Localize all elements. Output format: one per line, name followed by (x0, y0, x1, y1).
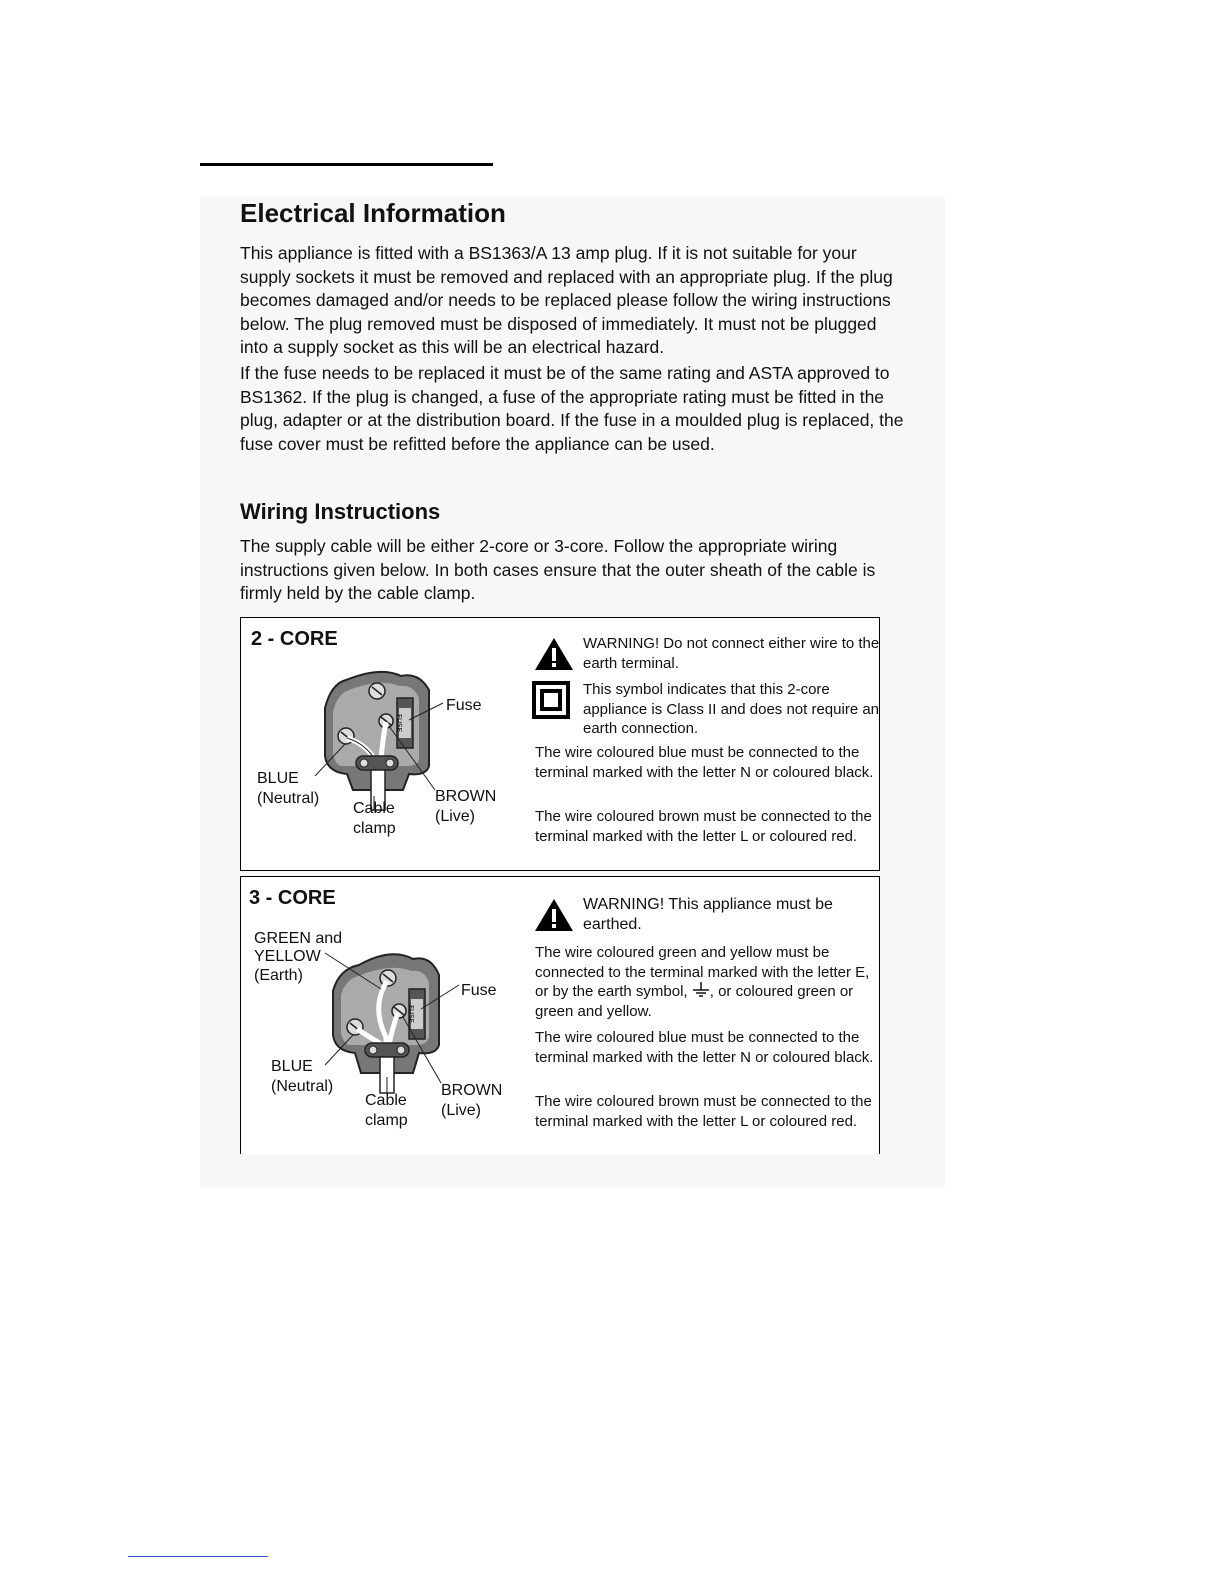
fuse-label: Fuse (446, 697, 482, 714)
page-title: Electrical Information (240, 198, 506, 228)
three-core-blue-text: The wire coloured blue must be connected to the terminal marked with the letter N or coloured black. (535, 1029, 874, 1066)
three-core-box (240, 876, 880, 1154)
earth-label: (Earth) (254, 967, 303, 984)
svg-text:FUSE: FUSE (395, 713, 403, 733)
two-core-blue-text: The wire coloured blue must be connected to the terminal marked with the letter N or coloured black. (535, 744, 874, 781)
neutral-label: (Neutral) (257, 790, 320, 807)
top-rule (200, 163, 493, 166)
warning-icon (533, 636, 575, 672)
three-core-warning: WARNING! This appliance must be earthed. (583, 896, 833, 933)
cable-label: Cable (365, 1092, 407, 1109)
neutral-label: (Neutral) (271, 1078, 334, 1095)
earth-symbol-icon (692, 982, 710, 998)
earth-terminal-icon (369, 683, 385, 699)
three-core-title: 3 - CORE (249, 887, 336, 909)
blue-label: BLUE (257, 770, 299, 787)
green-and-label: GREEN and (254, 930, 343, 947)
yellow-label: YELLOW (254, 948, 321, 965)
intro-paragraph-1: This appliance is fitted with a BS1363/A 13 amp plug. If it is not suitable for your supply sockets it must be removed and replaced with an appropriate plug. If the plug becomes damaged and/or needs to be replaced please follow the wiring instructions below. The plug removed must be disposed of immediately. It must not be plugged into a supply socket as this will be an electrical hazard. (240, 243, 893, 357)
clamp-label: clamp (365, 1112, 408, 1129)
class-ii-note: This symbol indicates that this 2-core appliance is Class II and does not require an earth connection. (583, 681, 880, 737)
wiring-title: Wiring Instructions (240, 499, 441, 524)
svg-text:FUSE: FUSE (407, 1004, 415, 1024)
cable-label: Cable (353, 800, 395, 817)
fuse-label: Fuse (461, 982, 497, 999)
brown-label: BROWN (441, 1082, 503, 1099)
two-core-brown-text: The wire coloured brown must be connected to the terminal marked with the letter L or coloured red. (535, 808, 872, 845)
three-core-green-text-b: , or coloured green or green and yellow. (535, 983, 854, 1020)
two-core-title: 2 - CORE (251, 628, 338, 650)
clamp-label: clamp (353, 820, 396, 837)
live-label: (Live) (441, 1102, 482, 1119)
three-core-green-text-a: The wire coloured green and yellow must be connected to the terminal marked with the letter E, or by the earth symbol, (535, 944, 870, 1000)
class-ii-icon (532, 681, 570, 719)
footnote-rule (128, 1556, 268, 1557)
live-label: (Live) (435, 808, 476, 825)
two-core-box (240, 617, 880, 871)
three-core-brown-text: The wire coloured brown must be connected to the terminal marked with the letter L or coloured red. (535, 1093, 872, 1130)
brown-label: BROWN (435, 788, 497, 805)
warning-icon (533, 897, 575, 933)
blue-label: BLUE (271, 1058, 313, 1075)
two-core-warning: WARNING! Do not connect either wire to the earth terminal. (583, 635, 880, 672)
three-core-green-text (535, 943, 880, 1021)
intro-paragraph-2: If the fuse needs to be replaced it must be of the same rating and ASTA approved to BS1362. If the plug is changed, a fuse of the appropriate rating must be fitted in the plug, adapter or at the distribution board. If the fuse in a moulded plug is replaced, the fuse cover must be refitted before the appliance can be used. (240, 363, 904, 454)
wiring-paragraph: The supply cable will be either 2-core or 3-core. Follow the appropriate wiring instructions given below. In both cases ensure that the outer sheath of the cable is firmly held by the cable clamp. (240, 536, 876, 603)
